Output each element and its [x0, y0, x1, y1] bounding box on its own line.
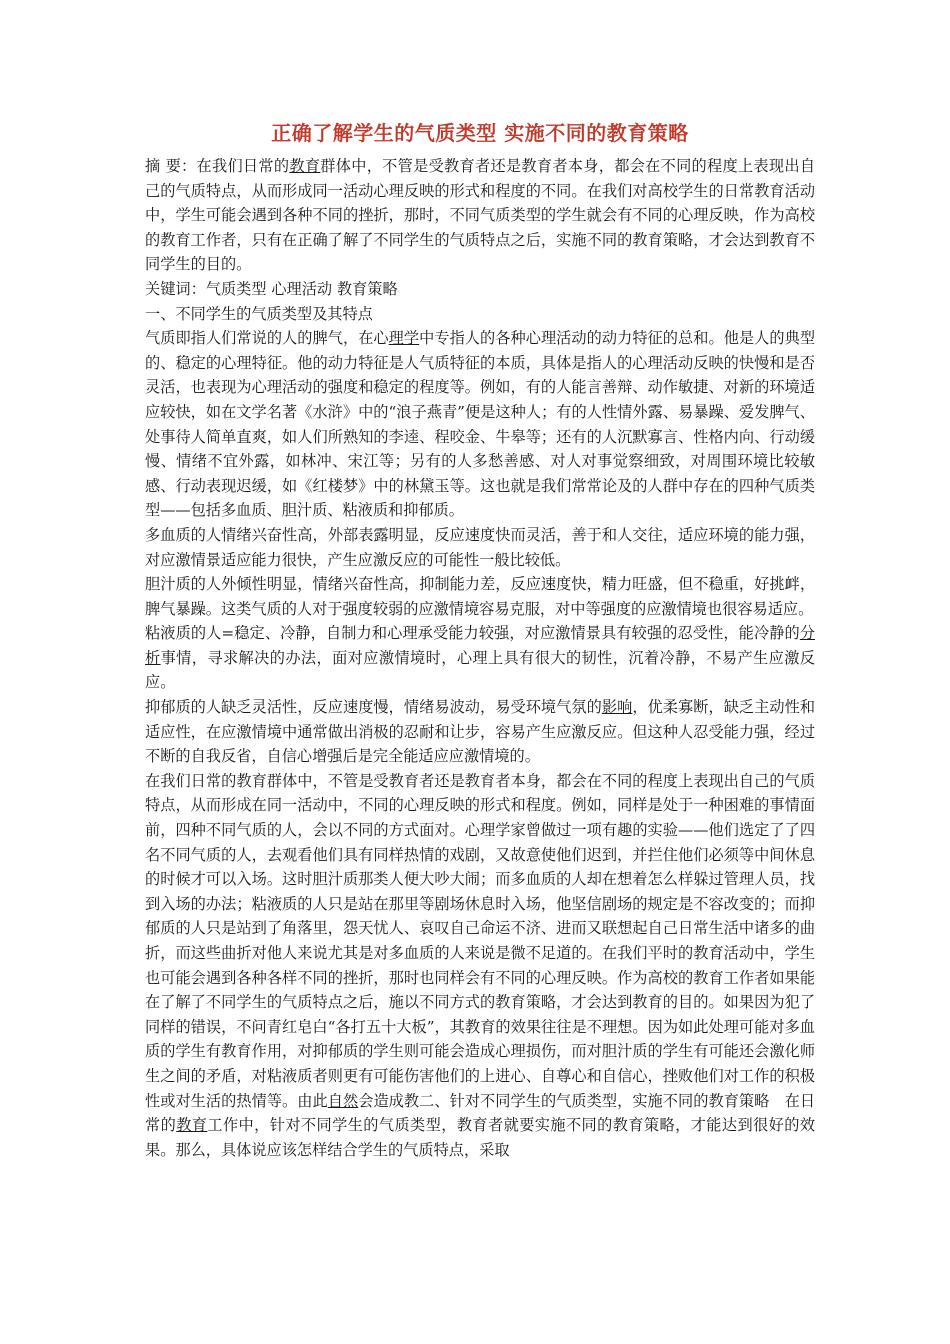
paragraph-text: 工作中，针对不同学生的气质类型，教育者就要实施不同的教育策略，才能达到很好的效果。那么，具体说应该怎样结合学生的气质特点，采取 — [145, 1116, 816, 1159]
abstract-prefix: 摘 要：在我们日常的 — [145, 157, 290, 175]
paragraph-text: 粘液质的人=稳定、冷静，自制力和心理承受能力较强，对应激情景具有较强的忍受性，能冷静的 — [145, 624, 800, 643]
paragraph-melancholic — [145, 695, 815, 769]
paragraph-text: 事情，寻求解决的办法，面对应激情境时，心理上具有很大的韧性，沉着冷静，不易产生应激反应。 — [145, 648, 816, 692]
paragraph-phlegmatic — [145, 621, 815, 695]
paragraph-text: 会造成教二、针对不同学生的气质类型，实施不同的教育策略 在日常的 — [145, 1091, 816, 1135]
paragraph-text: 抑郁质的人缺乏灵活性，反应速度慢，情绪易波动，易受环境气氛的 — [145, 698, 602, 717]
section-heading-1: 一、不同学生的气质类型及其特点 — [145, 304, 373, 323]
paragraph-text: 气质即指人们常说的人的脾气，在心 — [145, 329, 389, 348]
paragraph-temperament-intro — [145, 326, 815, 523]
link-education-2[interactable]: 教育 — [176, 1116, 208, 1135]
paragraph-text: 在我们日常的教育群体中，不管是受教育者还是教育者本身，都会在不同的程度上表现出自己的气质特点，从而形成在同一活动中，不同的心理反映的形式和程度。例如，同样是处于一种困难的事情面前，四种不同气质的人，会以不同的方式面对。心理学家曾做过一项有趣的实验——他们选定了了四名不同气质的人，去观看他们具有同样热情的戏剧，又故意使他们迟到，并拦住他们必须等中间休息的时候才可以入场。这时胆汁质那类人便大吵大闹；而多血质的人却在想着怎么样躲过管理人员，找到入场的办法；粘液质的人只是站在那里等剧场休息时入场，他坚信剧场的规定是不容改变的；而抑郁质的人只是站到了角落里，怨天忧人、哀叹自己命运不济、进而又联想起自己日常生活中诸多的曲折，而这些曲折对他人来说尤其是对多血质的人来说是微不足道的。在我们平时的教育活动中，学生也可能会遇到各种各样不同的挫折，那时也同样会有不同的心理反映。作为高校的教育工作者如果能在了解了不同学生的气质特点之后，施以不同方式的教育策略，才会达到教育的目的。如果因为犯了同样的错误，不问青红皂白“各打五十大板”，其教育的效果往往是不理想。因为如此处理可能对多血质的学生有教育作用，对抑郁质的学生则可能会造成心理损伤，而对胆汁质的学生有可能还会激化师生之间的矛盾，对粘液质者则更有可能伤害他们的上进心、自尊心和自信心，挫败他们对工作的积极性或对生活的热情等。由此 — [145, 771, 815, 1110]
link-influence[interactable]: 影响 — [601, 698, 633, 717]
paragraph-text: ，优柔寡断，缺乏主动性和适应性，在应激情境中通常做出消极的忍耐和让步，容易产生应激反应。但这种人忍受能力强，经过不断的自我反省，自信心增强后是完全能适应应激情境的。 — [145, 698, 816, 766]
link-psychology[interactable]: 理学 — [388, 329, 420, 348]
document-title: 正确了解学生的气质类型 实施不同的教育策略 — [271, 121, 689, 145]
keywords-line: 关键词：气质类型 心理活动 教育策略 — [145, 279, 398, 298]
paragraph-sanguine: 多血质的人情绪兴奋性高，外部表露明显，反应速度快而灵活，善于和人交往，适应环境的能力强，对应激情景适应能力很快，产生应激反应的可能性一般比较低。 — [145, 525, 815, 569]
link-education[interactable]: 教育 — [289, 157, 321, 175]
paragraph-choleric: 胆汁质的人外倾性明显，情绪兴奋性高，抑制能力差，反应速度快，精力旺盛，但不稳重，好挑衅，脾气暴躁。这类气质的人对于强度较弱的应激情境容易克服，对中等强度的应激情境也很容易适应。 — [145, 575, 815, 618]
document-page — [145, 118, 815, 1162]
paragraph-education-strategy — [145, 769, 815, 1163]
abstract-rest: 群体中，不管是受教育者还是教育者本身，都会在不同的程度上表现出自己的气质特点，从而形成同一活动心理反映的形式和程度的不同。在我们对高校学生的日常教育活动中，学生可能会遇到各种不同的挫折，那时，不同气质类型的学生就会有不同的心理反映，作为高校的教育工作者，只有在正确了解了不同学生的气质特点之后，实施不同的教育策略，才会达到教育不同学生的目的。 — [145, 157, 816, 274]
link-nature[interactable]: 自然 — [327, 1091, 359, 1110]
link-analysis[interactable]: 分析 — [145, 624, 815, 667]
paragraph-text: 中专指人的各种心理活动的动力特征的总和。他是人的典型的、稳定的心理特征。他的动力特征是人气质特征的本质，具体是指人的心理活动反映的快慢和是否灵活，也表现为心理活动的强度和稳定的程度等。例如，有的人能言善辩、动作敏捷、对新的环境适应较快，如在文学名著《水浒》中的“浪子燕青”便是这种人；有的人性情外露、易暴躁、爱发脾气、处事待人简单直爽，如人们所熟知的李逵、程咬金、牛皋等；还有的人沉默寡言、性格内向、行动缓慢、情绪不宜外露，如林冲、宋江等；另有的人多愁善感、对人对事觉察细致，对周围环境比较敏感、行动表现迟缓，如《红楼梦》中的林黛玉等。这也就是我们常常论及的人群中存在的四种气质类型——包括多血质、胆汁质、粘液质和抑郁质。 — [145, 329, 816, 520]
abstract-paragraph — [145, 154, 815, 277]
